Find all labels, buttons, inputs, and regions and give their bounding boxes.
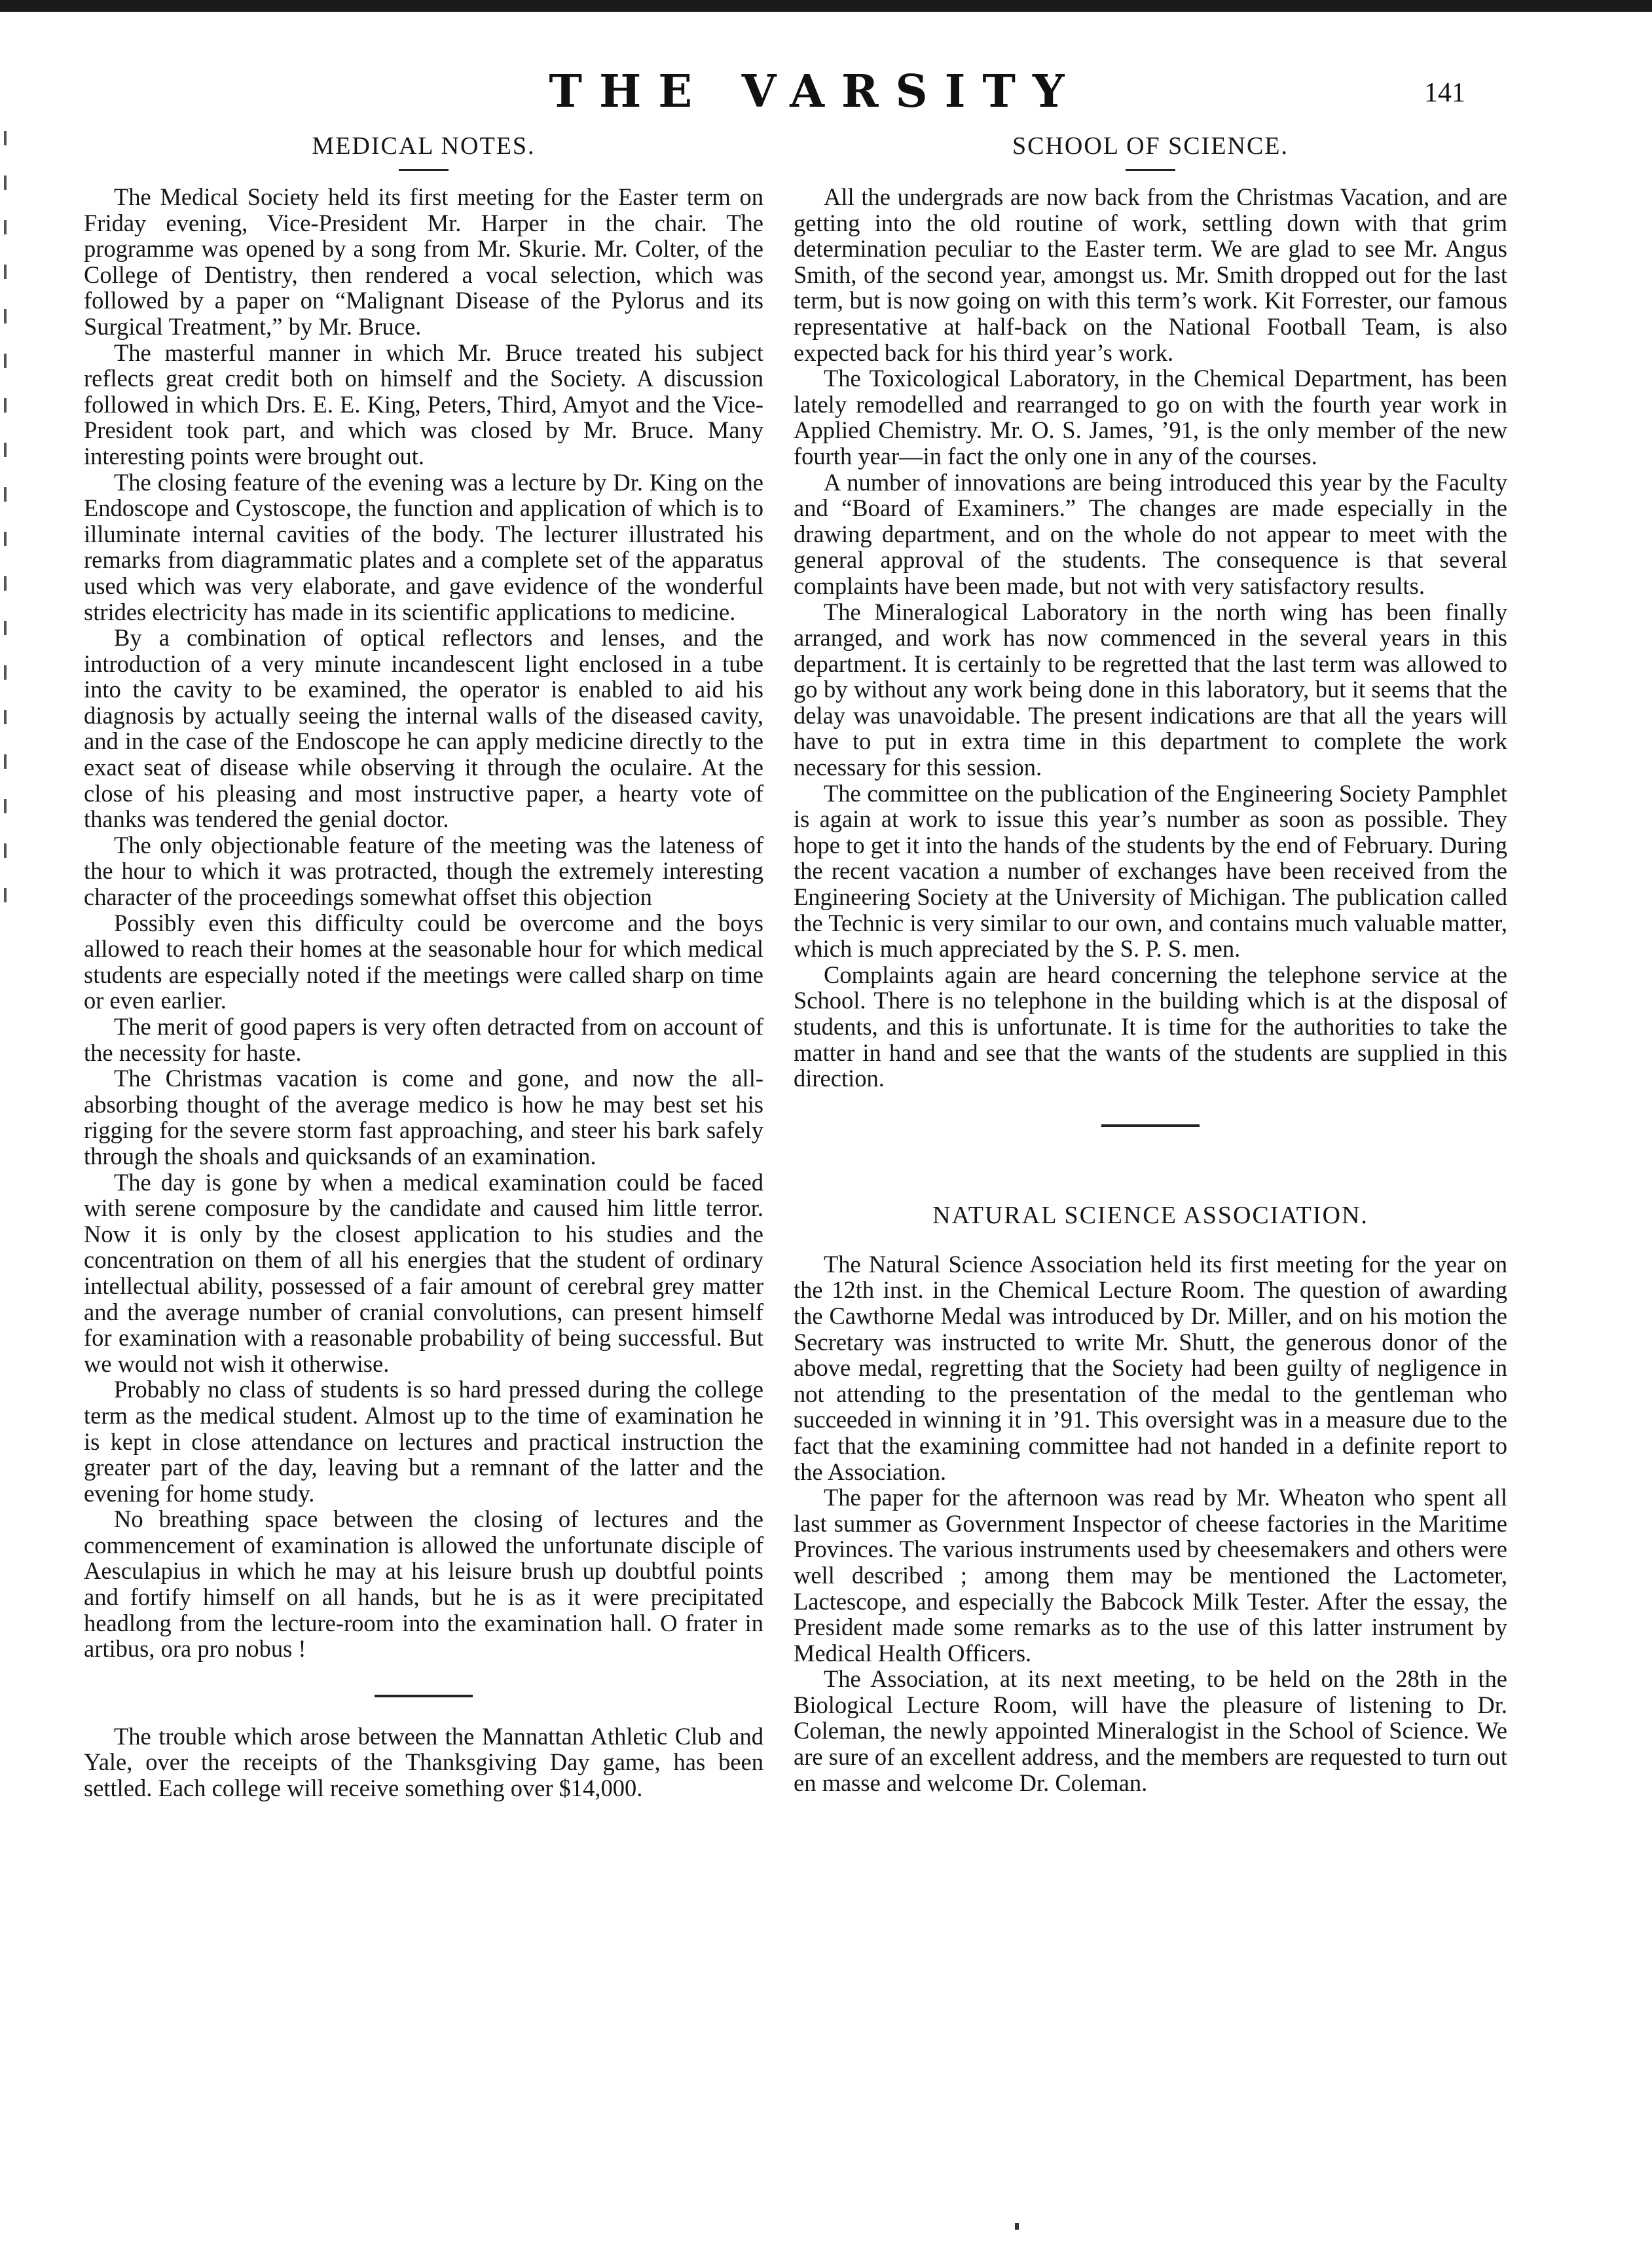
masthead: THE VARSITY bbox=[549, 65, 1082, 118]
paragraph: The masterful manner in which Mr. Bruce treated his subject reflects great credit both on himself and the Society. A discussion followed in which Drs. E. E. King, Peters, Third, Amyot and the Vice-President took part, and which was closed by Mr. Bruce. Many interesting points were brought out. bbox=[84, 339, 763, 470]
natural-science-heading: NATURAL SCIENCE ASSOCIATION. bbox=[932, 1201, 1368, 1229]
page-number: 141 bbox=[1424, 78, 1465, 108]
article-divider bbox=[1101, 1124, 1200, 1127]
left-column bbox=[84, 130, 763, 1801]
paragraph: The Medical Society held its first meeting for the Easter term on Friday evening, Vice-President Mr. Harper in the chair. The programme was opened by a song from Mr. Skurie. Mr. Colter, of the College of Dentistry, then rendered a vocal selection, which was followed by a paper on “Malignant Disease of the Pylorus and its Surgical Treatment,” by Mr. Bruce. bbox=[84, 183, 763, 340]
paragraph: Possibly even this difficulty could be overcome and the boys allowed to reach their homes at the seasonable hour for which medical students are especially noted if the meetings were called sharp on time or even earlier. bbox=[84, 909, 763, 1014]
page-top-edge bbox=[0, 0, 1652, 12]
paragraph: The day is gone by when a medical examination could be faced with serene composure by the candidate and caused him little terror. Now it is only by the closest application to his studies and the concentration on them of all his energies that the student of ordinary intellectual ability, possessed of a fair amount of cerebral grey matter and the average number of cranial convolutions, can present himself for examination with a reasonable probability of being successful. But we would not wish it otherwise. bbox=[84, 1168, 763, 1377]
paragraph: The merit of good papers is very often detracted from on account of the necessity for haste. bbox=[84, 1013, 763, 1066]
section-rule bbox=[1126, 169, 1175, 171]
paragraph: The Christmas vacation is come and gone, and now the all-absorbing thought of the average medico is how he may best set his rigging for the severe storm fast approaching, and steer his bark safely through the shoals and quicksands of an examination. bbox=[84, 1065, 763, 1170]
section-rule bbox=[399, 169, 449, 171]
paragraph: The only objectionable feature of the meeting was the lateness of the hour to which it was protracted, though the extremely interesting character of the proceedings somewhat offset this objection bbox=[84, 831, 763, 911]
news-item-paragraph: The trouble which arose between the Mannattan Athletic Club and Yale, over the receipts of the Thanksgiving Day game, has been settled. Each college will receive something over $14,000. bbox=[84, 1722, 763, 1802]
paragraph: Complaints again are heard concerning the telephone service at the School. There is no telephone in the building which is at the disposal of students, and this is unfortunate. It is time for the authorities to take the matter in hand and see that the wants of the students are supplied in this direction. bbox=[794, 961, 1507, 1092]
paragraph: The Association, at its next meeting, to be held on the 28th in the Biological Lecture Room, will have the pleasure of listening to Dr. Coleman, the newly appointed Mineralogist in the School of Science. We are sure of an excellent address, and the members are requested to turn out en masse and welcome Dr. Coleman. bbox=[794, 1665, 1507, 1796]
school-of-science-heading: SCHOOL OF SCIENCE. bbox=[1012, 132, 1289, 160]
paragraph: The closing feature of the evening was a lecture by Dr. King on the Endoscope and Cystoscope, the function and application of which is to illuminate internal cavities of the body. The lecturer illustrated his remarks from diagrammatic plates and a complete set of the apparatus used which was very elaborate, and gave evidence of the wonderful strides electricity has made in its scientific applications to medicine. bbox=[84, 468, 763, 625]
paragraph: The Mineralogical Laboratory in the north wing has been finally arranged, and work has now commenced in the several years in this department. It is certainly to be regretted that the last term was allowed to go by without any work being done in this laboratory, but it seems that the delay was unavoidable. The present indications are that all the years will have to put in extra time in this department to complete the work necessary for this session. bbox=[794, 598, 1507, 781]
right-column bbox=[794, 130, 1507, 1796]
paragraph: The Natural Science Association held its first meeting for the year on the 12th inst. in the Chemical Lecture Room. The question of awarding the Cawthorne Medal was introduced by Dr. Miller, and on his motion the Secretary was instructed to write Mr. Shutt, the generous donor of the above medal, regretting that the Society had been guilty of negligence in not attending to the presentation of the medal to the gentleman who succeeded in winning it in ’91. This oversight was in a measure due to the fact that the examining committee had not handed in a definite report to the Association. bbox=[794, 1250, 1507, 1485]
left-margin-bleed bbox=[0, 131, 13, 1048]
paragraph: All the undergrads are now back from the Christmas Vacation, and are getting into the old routine of work, settling down with that grim determination peculiar to the Easter term. We are glad to see Mr. Angus Smith, of the second year, amongst us. Mr. Smith dropped out for the last term, but is now going on with this term’s work. Kit Forrester, our famous representative at half-back on the National Football Team, is also expected back for his third year’s work. bbox=[794, 183, 1507, 366]
paragraph: A number of innovations are being introduced this year by the Faculty and “Board of Examiners.” The changes are made especially in the drawing department, and on the whole do not appear to meet with the general approval of the students. The consequence is that several complaints have been made, but not with very satisfactory results. bbox=[794, 468, 1507, 599]
paragraph: The committee on the publication of the Engineering Society Pamphlet is again at work to issue this year’s number as soon as possible. They hope to get it into the hands of the students by the end of February. During the recent vacation a number of exchanges have been received from the Engineering Society at the University of Michigan. The publication called the Technic is very similar to our own, and contains much valuable matter, which is much appreciated by the S. P. S. men. bbox=[794, 779, 1507, 963]
paragraph: The paper for the afternoon was read by Mr. Wheaton who spent all last summer as Government Inspector of cheese factories in the Maritime Provinces. The various instruments used by cheesemakers and others were well described ; among them may be mentioned the Lactometer, Lactescope, and especially the Babcock Milk Tester. After the essay, the President made some remarks as to the use of this latter instrument by Medical Health Officers. bbox=[794, 1484, 1507, 1667]
medical-notes-heading: MEDICAL NOTES. bbox=[312, 132, 536, 160]
paragraph: Probably no class of students is so hard pressed during the college term as the medical student. Almost up to the time of examination he is kept in close attendance on lectures and practical instruction the greater part of the day, leaving but a remnant of the latter and the evening for home study. bbox=[84, 1376, 763, 1507]
paragraph: The Toxicological Laboratory, in the Chemical Department, has been lately remodelled and rearranged to go on with the fourth year work in Applied Chemistry. Mr. O. S. James, ’91, is the only member of the new fourth year—in fact the only one in any of the courses. bbox=[794, 365, 1507, 470]
paragraph: No breathing space between the closing of lectures and the commencement of examination is allowed the unfortunate disciple of Aesculapius in which he may at his leisure brush up doubtful points and fortify himself on all hands, but he is as it were precipitated headlong from the lecture-room into the examination hall. O frater in artibus, ora pro nobus ! bbox=[84, 1505, 763, 1663]
paragraph: By a combination of optical reflectors and lenses, and the introduction of a very minute incandescent light enclosed in a tube into the cavity to be examined, the operator is enabled to aid his diagnosis by actually seeing the internal walls of the diseased cavity, and in the case of the Endoscope he can apply medicine directly to the exact seat of disease while observing it through the oculaire. At the close of his pleasing and most instructive paper, a hearty vote of thanks was tendered the genial doctor. bbox=[84, 624, 763, 833]
print-speck bbox=[1015, 2223, 1019, 2230]
article-divider bbox=[375, 1695, 473, 1697]
